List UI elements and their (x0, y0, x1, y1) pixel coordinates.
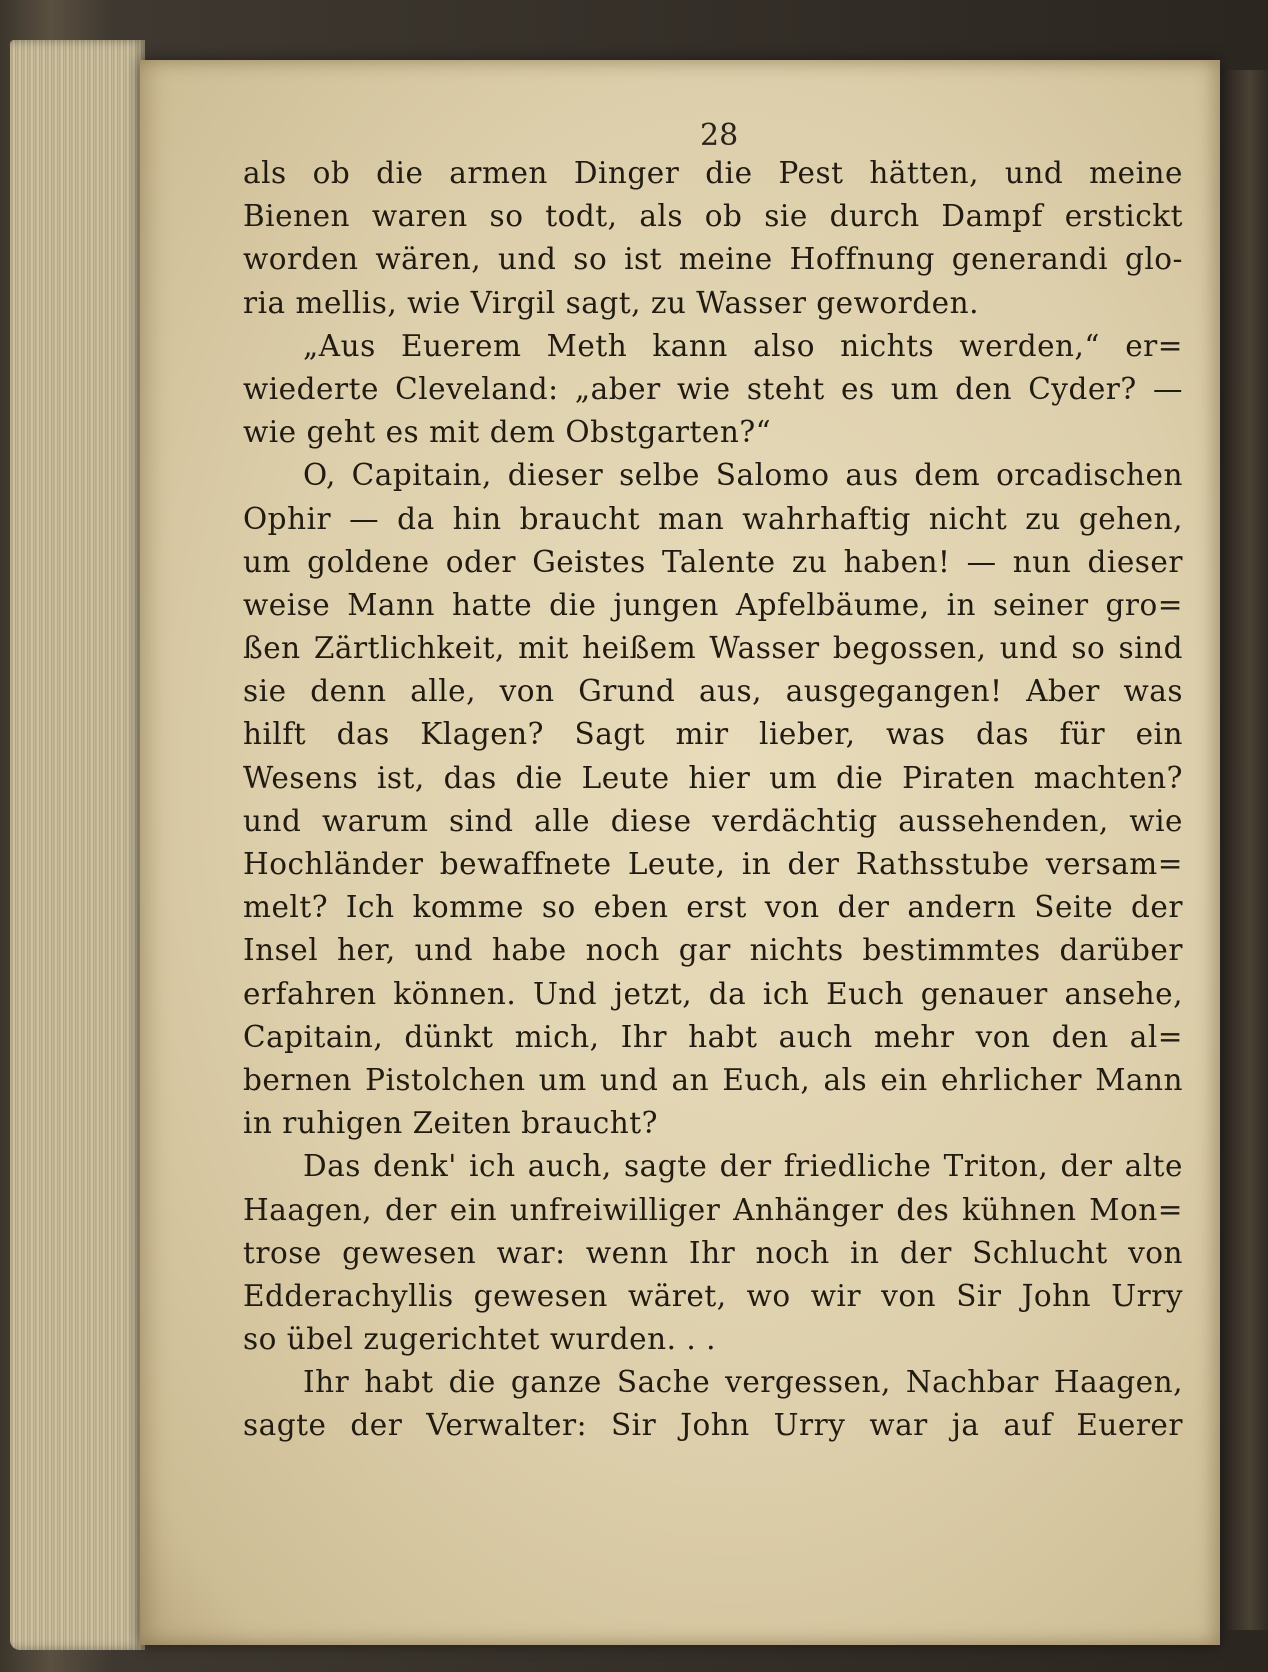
text-line: wie geht es mit dem Obstgarten?“ (243, 415, 772, 450)
text-line: ria mellis, wie Virgil sagt, zu Wasser geworden. (243, 285, 979, 320)
text-line: in ruhigen Zeiten braucht? (243, 1106, 658, 1141)
text-line: sie denn alle, von Grund aus, ausgegangen! Aber was (243, 674, 1183, 709)
text-line: sagte der Verwalter: Sir John Urry war ja auf Euerer (243, 1408, 1183, 1443)
text-line: um goldene oder Geistes Talente zu haben! — nun dieser (243, 544, 1183, 579)
text-line: melt? Ich komme so eben erst von der andern Seite der (243, 890, 1183, 925)
opposite-page-edge (1223, 70, 1268, 1630)
text-line: worden wären, und so ist meine Hoffnung generandi glo- (243, 242, 1183, 277)
text-line: erfahren können. Und jetzt, da ich Euch genauer ansehe, (243, 976, 1183, 1011)
text-line: Hochländer bewaffnete Leute, in der Rathsstube versam= (243, 847, 1183, 881)
text-line: Capitain, dünkt mich, Ihr habt auch mehr von den al= (243, 1019, 1183, 1054)
text-line: als ob die armen Dinger die Pest hätten, und meine (243, 156, 1183, 190)
text-line: Das denk' ich auch, sagte der friedliche Triton, der alte (303, 1149, 1183, 1184)
text-line: Ophir — da hin braucht man wahrhaftig nicht zu gehen, (243, 501, 1183, 536)
text-line: „Aus Euerem Meth kann also nichts werden,“ er= (303, 328, 1183, 363)
text-line: bernen Pistolchen um und an Euch, als ein ehrlicher Mann (243, 1062, 1183, 1097)
text-line: wiederte Cleveland: „aber wie steht es um den Cyder? — (243, 371, 1183, 406)
text-line: Ihr habt die ganze Sache vergessen, Nachbar Haagen, (303, 1365, 1183, 1400)
text-line: Haagen, der ein unfreiwilliger Anhänger des kühnen Mon= (243, 1192, 1183, 1227)
text-line: trose gewesen war: wenn Ihr noch in der Schlucht von (243, 1235, 1183, 1270)
text-line: Insel her, und habe noch gar nichts bestimmtes darüber (243, 933, 1183, 968)
text-line: so übel zugerichtet wurden. . . (243, 1322, 716, 1357)
text-line: Edderachyllis gewesen wäret, wo wir von Sir John Urry (243, 1278, 1183, 1313)
text-line: ßen Zärtlichkeit, mit heißem Wasser begossen, und so sind (243, 631, 1183, 666)
text-line: Bienen waren so todt, als ob sie durch Dampf erstickt (243, 199, 1183, 234)
text-line: Wesens ist, das die Leute hier um die Piraten machten? (243, 760, 1183, 795)
page-text (243, 152, 1183, 1448)
text-line: hilft das Klagen? Sagt mir lieber, was das für ein (243, 717, 1183, 752)
text-line: weise Mann hatte die jungen Apfelbäume, in seiner gro= (243, 587, 1183, 622)
text-line: O, Capitain, dieser selbe Salomo aus dem orcadischen (303, 458, 1183, 493)
text-line: und warum sind alle diese verdächtig aussehenden, wie (243, 803, 1183, 838)
page-edges (10, 40, 145, 1650)
page-number: 28 (700, 118, 739, 153)
